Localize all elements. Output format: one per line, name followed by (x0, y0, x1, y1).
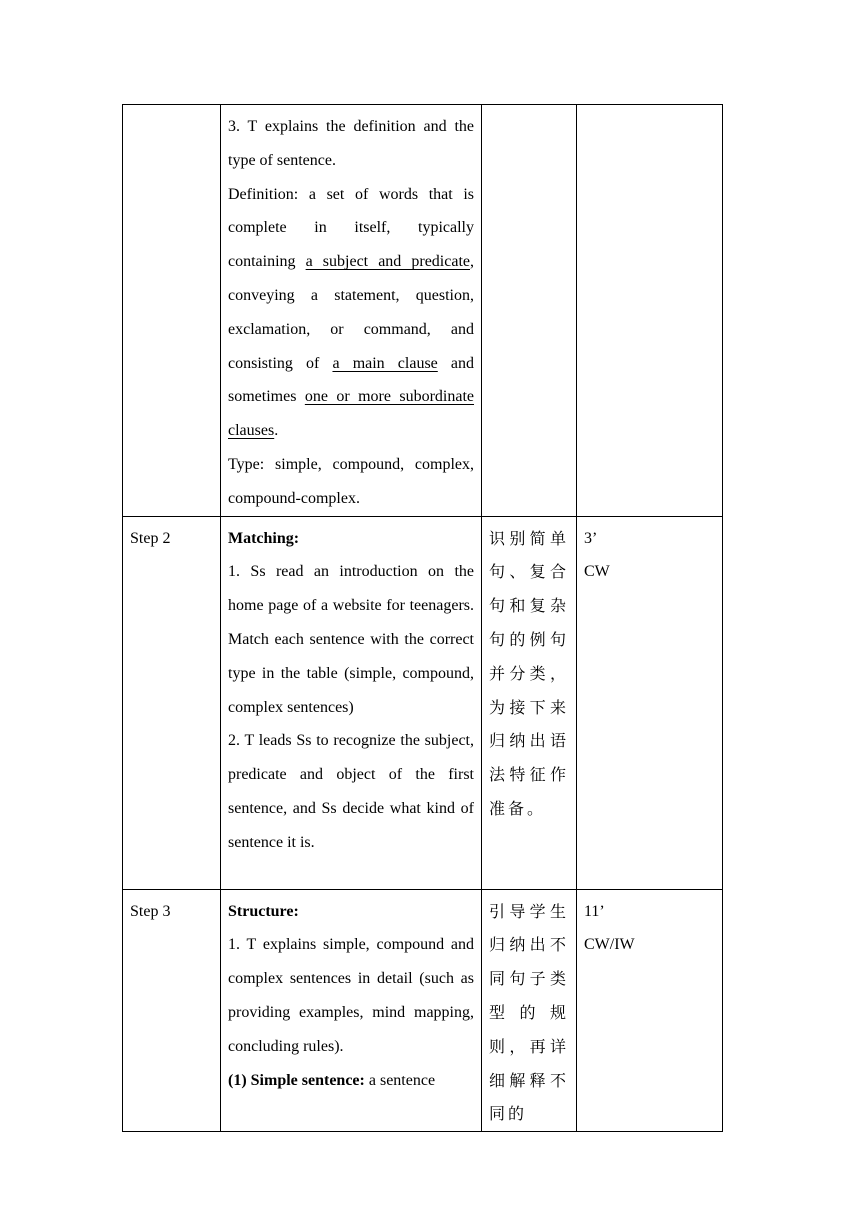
table-row (123, 889, 723, 1132)
definition-text: and sometimes (228, 354, 475, 406)
definition-paragraph (228, 178, 474, 448)
definition-text: . (274, 422, 279, 440)
purpose-cell (482, 889, 577, 1132)
purpose-text: 识别简单句、复合句和复杂句的例句并分类，为接下来归纳出语法特征作准备。 (489, 528, 569, 818)
mode-value: CW (584, 563, 610, 581)
step-cell (123, 105, 221, 517)
content-item: 2. T leads Ss to recognize the subject, predicate and object of the first sentence, and Ss decide what kind of sentence it is. (228, 732, 474, 851)
purpose-text: 引导学生归纳出不同句子类型的规则，再详细解释不同的 (489, 901, 569, 1124)
step-cell: Step 3 (123, 889, 221, 1132)
content-cell (221, 516, 482, 889)
section-heading: Structure: (228, 902, 299, 920)
content-item (228, 1064, 474, 1098)
term-label: (1) Simple sentence: (228, 1071, 365, 1089)
time-value: 11’ (584, 902, 605, 920)
definition-text: Definition: a set of words that is complete in itself, typically containing (228, 185, 474, 271)
time-mode-cell (577, 889, 723, 1132)
content-cell (221, 889, 482, 1132)
content-line: 3. T explains the definition and the type of sentence. (228, 118, 474, 169)
step-cell: Step 2 (123, 516, 221, 889)
content-item: 1. T explains simple, compound and complex sentences in detail (such as providing examples, mind mapping, concluding rules). (228, 936, 474, 1055)
lesson-plan-table (122, 104, 723, 1132)
table-row (123, 105, 723, 517)
underlined-term: a subject and predicate (305, 253, 470, 271)
mode-value: CW/IW (584, 936, 635, 954)
content-item: 1. Ss read an introduction on the home page of a website for teenagers. Match each sentence with the correct type in the table (simple, compound, complex sentences) (228, 563, 474, 716)
time-mode-cell (577, 105, 723, 517)
definition-text: , conveying a statement, question, exclamation, or command, and consisting of (228, 253, 474, 372)
purpose-cell (482, 105, 577, 517)
content-cell (221, 105, 482, 517)
underlined-term: one or more subordinate clauses (228, 388, 475, 440)
type-line: Type: simple, compound, complex, compound-complex. (228, 455, 474, 507)
underlined-term: a main clause (332, 354, 438, 372)
table-row (123, 516, 723, 889)
time-mode-cell (577, 516, 723, 889)
term-text: a sentence (364, 1071, 436, 1089)
purpose-cell (482, 516, 577, 889)
time-value: 3’ (584, 529, 598, 547)
section-heading: Matching: (228, 529, 300, 547)
